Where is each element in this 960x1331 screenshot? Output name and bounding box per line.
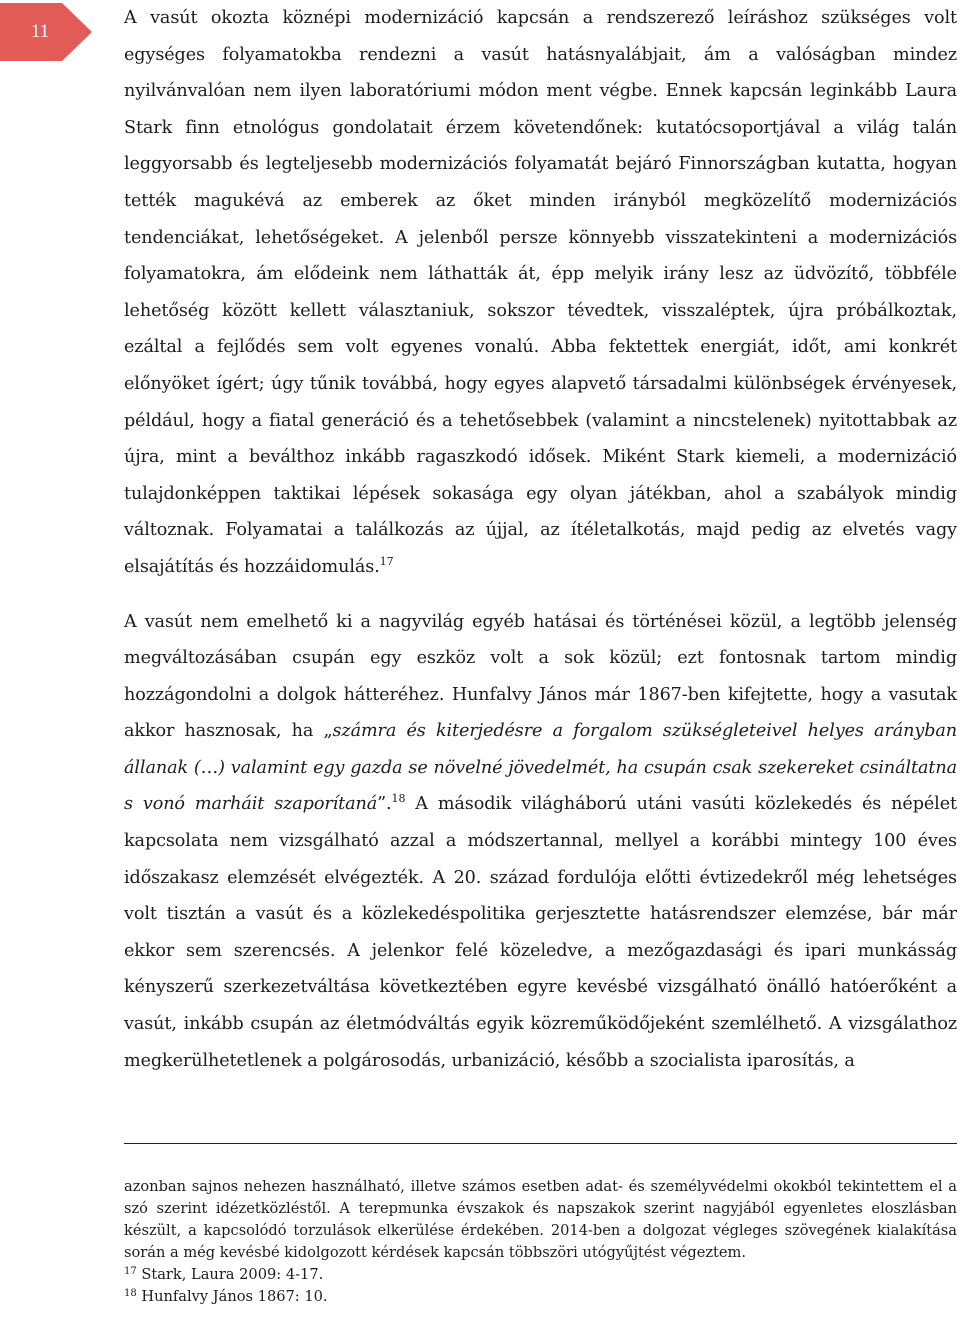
paragraph	[124, 0, 957, 586]
footnote-text: Stark, Laura 2009: 4-17.	[136, 1266, 324, 1283]
page-number-badge	[0, 3, 92, 61]
footnote-ref-17: 17	[379, 554, 394, 568]
footnote-18	[124, 1286, 957, 1308]
text-run: A vasút okozta köznépi modernizáció kapcsán a rendszerező leíráshoz szükséges volt egységes folyamatokba rendezni a vasút hatásnyalábjait, ám a valóságban mindez nyilvánvalóan nem ilyen laboratóriumi módon ment végbe. Ennek kapcsán leginkább Laura Stark finn etnológus gondolatait érzem követendőnek: kutatócsoportjával a világ talán leggyorsabb és legteljesebb modernizációs folyamatát bejáró Finnországban kutatta, hogyan tették magukévá az emberek az őket minden irányból megközelítő modernizációs tendenciákat, lehetőségeket. A jelenből persze könnyebb visszatekinteni a modernizációs folyamatokra, ám elődeink nem láthatták át, épp melyik irány lesz az üdvözítő, többféle lehetőség között kellett választaniuk, sokszor tévedtek, visszaléptek, újra próbálkoztak, ezáltal a fejlődés sem volt egyenes vonalú. Abba fektettek energiát, időt, ami konkrét előnyöket ígért; úgy tűnik továbbá, hogy egyes alapvető társadalmi különbségek érvényesek, például, hogy a fiatal generáció és a tehetősebbek (valamint a nincstelenek) nyitottabbak az újra, mint a beválthoz inkább ragaszkodó idősek. Miként Stark kiemeli, a modernizáció tulajdonképpen taktikai lépések sokasága egy olyan játékban, ahol a szabályok mindig változnak. Folyamatai a találkozás az újjal, az ítéletalkotás, majd pedig az elvetés vagy elsajátítás és hozzáidomulás.	[124, 8, 957, 577]
footnote-17	[124, 1264, 957, 1286]
text-run: A második világháború utáni vasúti közlekedés és népélet kapcsolata nem vizsgálható azzal a módszertannal, mellyel a korábbi mintegy 100 éves időszakasz elemzését elvégezték. A 20. század fordulója előtti évtizedekről még lehetséges volt tisztán a vasút és a közlekedéspolitika gerjesztette hatásrendszer elemzése, bár már ekkor sem szerencsés. A jelenkor felé közeledve, a mezőgazdasági és ipari munkásság kényszerű szerkezetváltása következtében egyre kevésbé vizsgálható önálló hatóerőként a vasút, inkább csupán az életmódváltás egyik közreműködőjeként szemlélhető. A vizsgálathoz megkerülhetetlenek a polgárosodás, urbanizáció, később a szocialista iparosítás, a	[124, 794, 957, 1071]
text-run: ”.	[377, 794, 392, 815]
footnote-mark: 17	[124, 1266, 137, 1277]
body-text	[124, 0, 957, 1079]
footnotes	[124, 1176, 957, 1308]
page-number: 11	[30, 21, 50, 42]
footnote-continuation: azonban sajnos nehezen használható, illetve számos esetben adat- és személyvédelmi okokból tekintettem el a szó szerint idézetközléstől. A terepmunka évszakok és napszakok szerint nagyjából egyenletes eloszlásban készült, a kapcsolódó torzulások elkerülése érdekében. 2014-ben a dolgozat végleges szövegének kialakítása során a még kevésbé kidolgozott kérdések kapcsán többszöri utógyűjtést végeztem.	[124, 1178, 957, 1261]
footnote-ref-18: 18	[391, 792, 406, 806]
footnote-text: Hunfalvy János 1867: 10.	[136, 1288, 328, 1305]
footnote-mark: 18	[124, 1288, 137, 1299]
paragraph	[124, 604, 957, 1080]
footnote-separator	[124, 1143, 957, 1144]
quotation: számra és kiterjedésre a forgalom szükségleteivel helyes arányban állanak (…) valamint egy gazda se növelné jövedelmét, ha csupán csak szekereket csináltatna s vonó marháit szaporítaná	[124, 721, 957, 815]
text-run: A vasút nem emelhető ki a nagyvilág egyéb hatásai és történései közül, a legtöbb jelenség megváltozásában csupán egy eszköz volt a sok közül; ezt fontosnak tartom mindig hozzágondolni a dolgok hátteréhez. Hunfalvy János már 1867-ben kifejtette, hogy a vasutak akkor hasznosak, ha „	[124, 611, 957, 742]
